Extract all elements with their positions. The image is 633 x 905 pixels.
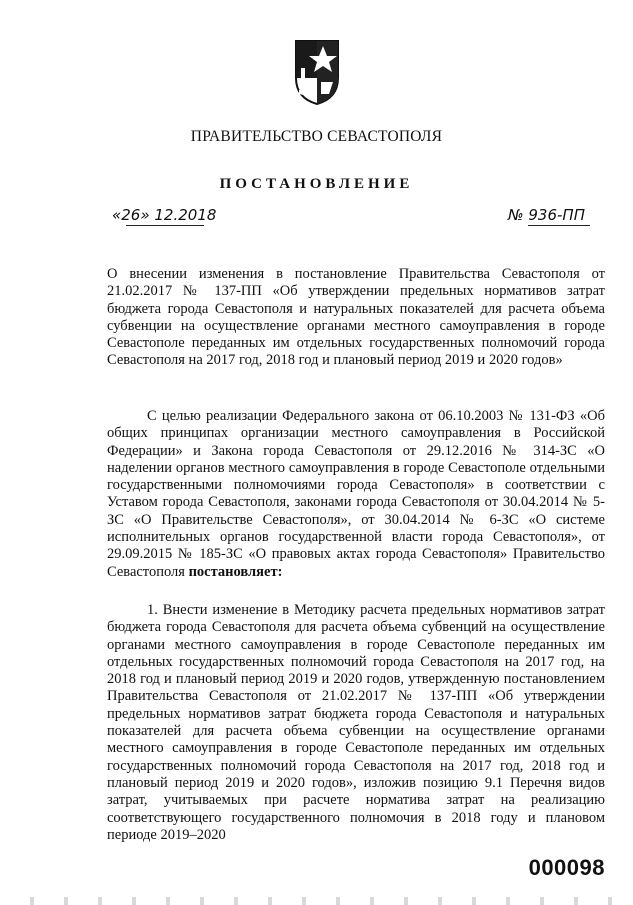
document-type: ПОСТАНОВЛЕНИЕ bbox=[219, 176, 414, 192]
preamble-text: С целью реализации Федерального закона от 06.10.2003 № 131-ФЗ «Об общих принципах организации местного самоуправления в Российской Федерации» и Закона города Севастополя от 29.12.2016 № 314-ЗС «О наделении органов местного самоуправления в городе Севастополе отдельными государственными полномочиями города Севастополя» в соответствии с Уставом города Севастополя, законами города Севастополя от 30.04.2014 № 5-ЗС «О Правительстве Севастополя», от 30.04.2014 № 6-ЗС «О системе исполнительных органов государственной власти города Севастополя», от 29.09.2015 № 185-ЗС «О правовых актах города Севастополя» Правительство Севастополя bbox=[107, 408, 605, 580]
resolves-word: постановляет: bbox=[188, 563, 283, 580]
page-stamp-number: 000098 bbox=[528, 855, 605, 880]
preamble-paragraph bbox=[107, 408, 605, 581]
document-number bbox=[508, 206, 585, 224]
document-date bbox=[112, 206, 216, 224]
resolution-title: О внесении изменения в постановление Правительства Севастополя от 21.02.2017 № 137-ПП «Об утверждении предельных нормативов затрат бюджета города Севастополя и натуральных показателей для расчета объема субвенции на осуществление органами местного самоуправления в городе Севастополе переданных им отдельных государственных полномочий города Севастополя на 2017 год, 2018 год и плановый период 2019 и 2020 годов» bbox=[107, 266, 605, 369]
clause-1: 1. Внести изменение в Методику расчета предельных нормативов затрат бюджета города Севастополя для расчета объема субвенций на осуществление органами местного самоуправления в городе Севастополе переданных им отдельных государственных полномочий города Севастополя на 2017 год, на 2018 год и плановый период 2019 и 2020 годов, утвержденную постановлением Правительства Севастополя от 21.02.2017 № 137-ПП «Об утверждении предельных нормативов затрат бюджета города Севастополя и натуральных показателей для расчета объема субвенции на осуществление органами местного самоуправления в городе Севастополе переданных им отдельных государственных полномочий города Севастополя на 2017 год, 2018 год и плановый период 2019 и 2020 годов», изложив позицию 9.1 Перечня видов затрат, учитываемых при расчете норматива затрат на реализацию соответствующего государственного полномочия в 2018 году и плановом периоде 2019–2020 bbox=[107, 602, 605, 843]
date-value: «26» 12.2018 bbox=[112, 206, 217, 224]
government-title: ПРАВИТЕЛЬСТВО СЕВАСТОПОЛЯ bbox=[190, 128, 443, 145]
coat-of-arms-icon bbox=[293, 38, 341, 106]
number-underline bbox=[528, 225, 590, 226]
page-bottom-edge bbox=[0, 897, 633, 905]
date-underline bbox=[126, 225, 204, 226]
number-value: № 936-ПП bbox=[508, 206, 585, 224]
